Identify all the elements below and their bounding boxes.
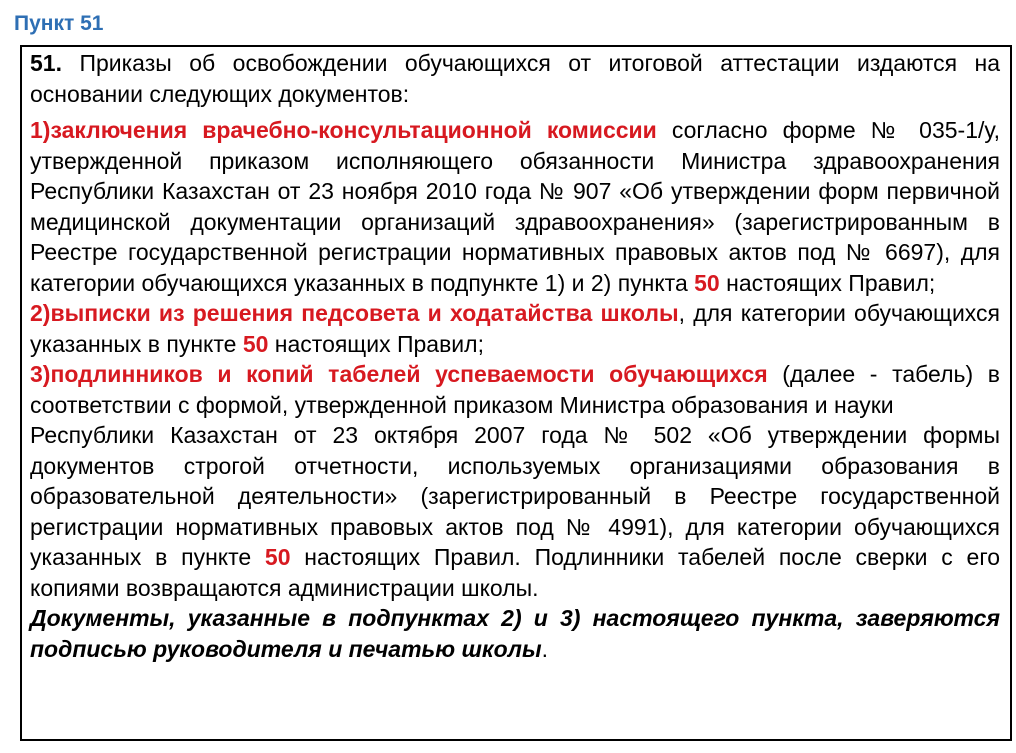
item-1-text: согласно форме № 035-1/у, утвержденной приказом исполняющего обязанности Министра здравоохранения Республики Казахстан от 23 ноября 2010 года № 907 «Об утверждении форм первичной медицинской документации организаций здравоохранения» (зарегистрированным в Реестре государственной регистрации нормативных правовых актов под № 6697), для категории обучающихся указанных в подпункте 1) и 2) пункта: [30, 117, 1000, 296]
item-1: [30, 115, 1000, 298]
item-3-text-3: настоящих Правил. Подлинники табелей после сверки с его копиями возвращаются администрации школы.: [30, 544, 1000, 601]
final-note-period: .: [541, 635, 548, 662]
item-1-text-end: настоящих Правил;: [719, 269, 936, 296]
item-3-point-number: 50: [264, 544, 291, 570]
slide-title: Пункт 51: [14, 12, 104, 35]
item-3-text: (далее - табель) в соответствии с формой, утвержденной приказом Министра образования и науки: [30, 361, 1000, 418]
final-note-text: Документы, указанные в подпунктах 2) и 3) настоящего пункта, заверяются подписью руководителя и печатью школы: [30, 605, 1000, 662]
item-2-text: , для категории обучающихся указанных в пункте: [30, 300, 1001, 357]
item-3: [30, 359, 1000, 420]
item-2: [30, 298, 1000, 359]
intro-text: Приказы об освобождении обучающихся от итоговой аттестации издаются на основании следующих документов:: [30, 50, 1000, 107]
paragraph-intro: [30, 48, 1000, 109]
paragraph-number: 51.: [30, 50, 62, 76]
item-3-heading: 3)подлинников и копий табелей успеваемости обучающихся: [30, 361, 768, 387]
item-3-continuation: [30, 420, 1000, 603]
content-body: [30, 48, 1000, 664]
item-2-point-number: 50: [242, 330, 269, 357]
item-1-point-number: 50: [694, 269, 720, 296]
item-1-heading: 1)заключения врачебно-консультационной комиссии: [30, 117, 657, 143]
item-2-text-end: настоящих Правил;: [268, 330, 484, 357]
item-2-heading: 2)выписки из решения педсовета и ходатайства школы: [30, 300, 679, 326]
final-note: [30, 603, 1000, 664]
item-3-text-2: Республики Казахстан от 23 октября 2007 года № 502 «Об утверждении формы документов строгой отчетности, используемых организациями образования в образовательной деятельности» (зарегистрированный в Реестре государственной регистрации нормативных правовых актов под № 4991), для категории обучающихся указанных в пункте: [30, 422, 1000, 570]
